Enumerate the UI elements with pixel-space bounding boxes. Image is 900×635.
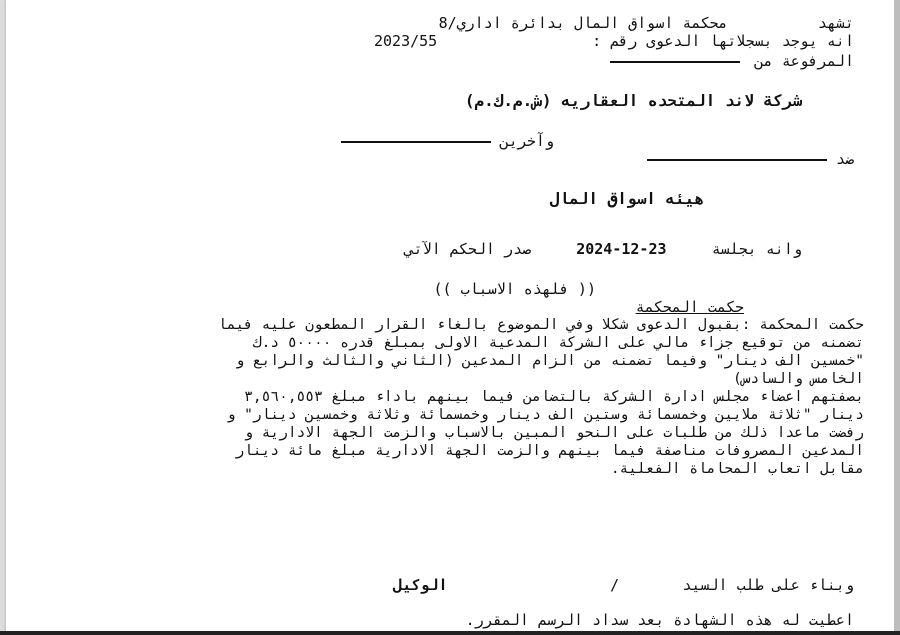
against-word: ضد: [835, 150, 854, 168]
verdict-issued: صدر الحكم الآتي: [404, 240, 532, 258]
case-number: 2023/55: [374, 32, 438, 50]
filed-by-underline: [610, 61, 740, 63]
agent-label: الوكيل: [393, 576, 448, 594]
ruling-line: تضمنه من توقيع جزاء مالي على الشركة المدعية الاولى بمبلغ قدره ٥٠٠٠٠ د.ك: [252, 335, 864, 351]
against-line: [647, 150, 854, 168]
filed-by-line: [610, 52, 854, 70]
case-statement-line: [592, 32, 854, 50]
against-underline: [647, 159, 827, 161]
reasons-heading: (( فلهذه الاسباب )): [433, 280, 596, 298]
ruling-line: رفضت ماعدا ذلك من طلبات على النحو المبين بالاسباب والزمت الجهة الادارية و: [244, 425, 864, 441]
ruling-line: الخامس والسادس): [733, 371, 864, 387]
document-page: [6, 0, 894, 635]
others-line: [341, 132, 554, 150]
others-underline: [341, 141, 491, 143]
separator: /: [610, 576, 620, 594]
ruling-line: بصفتهم اعضاء مجلس ادارة الشركة بالتضامن فيما بينهم باداء مبلغ ٣,٥٦٠,٥٥٣: [244, 389, 864, 405]
court-name: محكمة اسواق المال بدائرة اداري/8: [438, 14, 728, 32]
based-on-line: [393, 576, 854, 594]
ruling-line: حكمت المحكمة :بقبول الدعوى شكلا وفي الموضوع بالغاء القرار المطعون عليه فيما: [217, 317, 864, 333]
session-intro: وانه بجلسة: [711, 240, 802, 258]
ruling-heading: حكمت المحكمة: [635, 298, 744, 316]
based-on: وبناء على طلب السيد: [682, 576, 854, 594]
scan-border-right: [894, 0, 900, 635]
case-statement: انه يوجد بسجلاتها الدعوى رقم :: [592, 32, 854, 50]
ruling-line: "خمسين الف دينار" وفيما تضمنه من الزام المدعين (الثاني والثالث والرابع و: [235, 353, 864, 369]
session-date: 2024-12-23: [576, 240, 667, 258]
session-line: [405, 240, 802, 258]
ruling-line: مقابل اتعاب المحاماة الفعلية.: [610, 461, 864, 477]
ruling-line: دينار "ثلاثة ملايين وخمسمائة وستين الف دينار وخمسمائة وثلاثة وخمسين دينار" و: [226, 407, 864, 423]
filed-by: المرفوعة من: [754, 52, 854, 70]
defendant-name: هيئه اسواق المال: [549, 189, 704, 208]
others-word: وآخرين: [499, 132, 554, 150]
testify-word: تشهد: [817, 14, 854, 32]
header-testify-line: [439, 14, 854, 32]
issued-line: اعطيت له هذه الشهادة بعد سداد الرسم المقرر.: [465, 611, 854, 629]
ruling-line: المدعين المصروفات مناصفة فيما بينهم والزمت الجهة الادارية مبلغ مائة دينار: [235, 443, 864, 459]
plaintiff-name: شركة لاند المتحده العقاريه (ش.م.ك.م): [464, 91, 802, 110]
scan-border-bottom: [0, 631, 900, 635]
